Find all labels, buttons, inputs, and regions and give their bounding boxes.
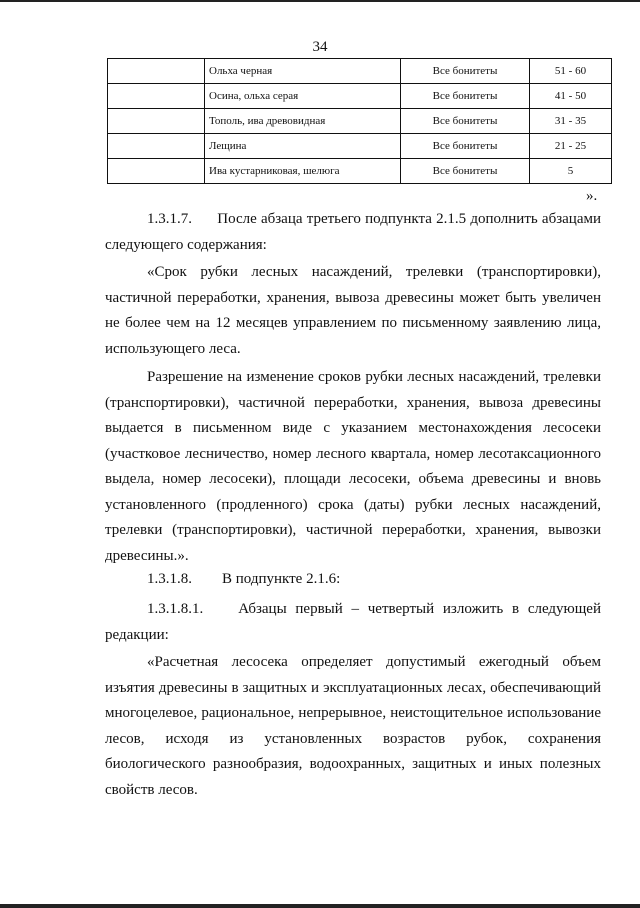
table-row: [108, 109, 612, 134]
table-row: [108, 84, 612, 109]
species-cell: Тополь, ива древовидная: [205, 109, 401, 134]
clause-number: 1.3.1.8.1.: [147, 601, 204, 617]
table-row: [108, 134, 612, 159]
clause-text: В подпункте 2.1.6:: [222, 571, 341, 587]
table-cell-empty: [108, 59, 205, 84]
clause-text: Абзацы первый – четвертый изложить в следующей редакции:: [105, 601, 601, 643]
species-cell: Лещина: [205, 134, 401, 159]
paragraph-permission: Разрешение на изменение сроков рубки лесных насаждений, трелевки (транспортировки), частичной переработки, хранения, вывоза древесины выдается в письменном виде с указанием местонахождения лесосеки (участковое лесничество, номер лесного квартала, номер лесотаксационного выдела, номер лесосеки), площади лесосеки, объема древесины и вновь установленного (продленного) срока (даты) рубки лесных насаждений, трелевки (транспортировки), частичной переработки, хранения, вывозки древесины.».: [105, 369, 601, 564]
table-row: [108, 59, 612, 84]
scan-bottom-edge: [0, 904, 640, 908]
cutting-age-table: [107, 58, 612, 184]
class-cell: Все бонитеты: [401, 159, 530, 184]
age-cell: 5: [530, 159, 612, 184]
clause-text: После абзаца третьего подпункта 2.1.5 дополнить абзацами следующего содержания:: [105, 211, 601, 253]
table-cell-empty: [108, 159, 205, 184]
class-cell: Все бонитеты: [401, 59, 530, 84]
table-cell-empty: [108, 109, 205, 134]
class-cell: Все бонитеты: [401, 109, 530, 134]
age-cell: 41 - 50: [530, 84, 612, 109]
scan-top-edge: [0, 0, 640, 2]
page-number: 34: [312, 39, 328, 55]
table-cell-empty: [108, 84, 205, 109]
paragraph-1-3-1-7: [105, 207, 601, 258]
species-cell: Осина, ольха серая: [205, 84, 401, 109]
species-cell: Ольха черная: [205, 59, 401, 84]
table-closing-quote: ».: [586, 188, 598, 204]
class-cell: Все бонитеты: [401, 84, 530, 109]
table-row: [108, 159, 612, 184]
clause-number: 1.3.1.8.: [147, 571, 192, 587]
age-cell: 51 - 60: [530, 59, 612, 84]
age-cell: 21 - 25: [530, 134, 612, 159]
clause-1-3-1-8: [147, 567, 340, 593]
clause-number: 1.3.1.7.: [147, 211, 192, 227]
paragraph-cutting-term: «Срок рубки лесных насаждений, трелевки (транспортировки), частичной переработки, хранения, вывоза древесины может быть увеличен не более чем на 12 месяцев управлением по письменному заявлению лица, использующего леса.: [105, 264, 601, 357]
species-cell: Ива кустарниковая, шелюга: [205, 159, 401, 184]
table-cell-empty: [108, 134, 205, 159]
class-cell: Все бонитеты: [401, 134, 530, 159]
paragraph-allowable-cut: «Расчетная лесосека определяет допустимый ежегодный объем изъятия древесины в защитных и эксплуатационных лесах, обеспечивающий многоцелевое, рациональное, непрерывное, неистощительное использование лесов, исходя из установленных возрастов рубок, сохранения биологического разнообразия, водоохранных, защитных и иных полезных свойств лесов.: [105, 654, 601, 798]
age-cell: 31 - 35: [530, 109, 612, 134]
paragraph-1-3-1-8-1: [105, 597, 601, 648]
